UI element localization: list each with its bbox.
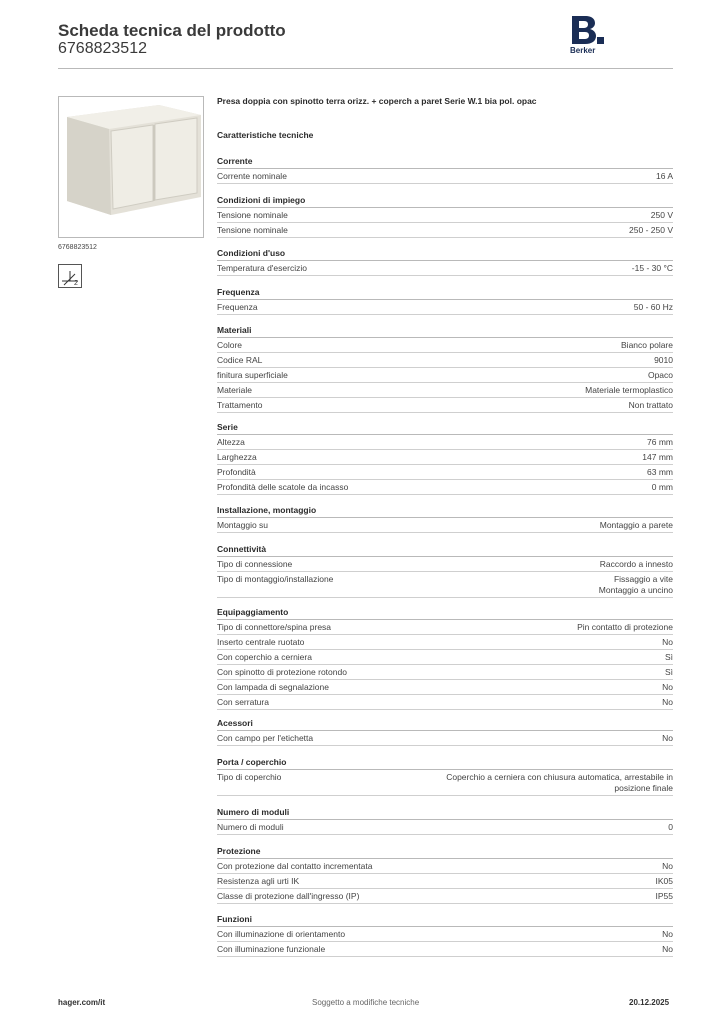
spec-row <box>217 169 673 184</box>
spec-value-line: No <box>662 682 673 692</box>
spec-label: Inserto centrale ruotato <box>217 637 305 647</box>
spec-value-line: Sì <box>664 667 673 677</box>
spec-value-line: Raccordo a innesto <box>599 559 673 569</box>
spec-group <box>217 154 673 184</box>
spec-value <box>656 171 673 182</box>
spec-group <box>217 193 673 238</box>
spec-value <box>648 370 673 381</box>
spec-label: Con lampada di segnalazione <box>217 682 329 692</box>
spec-value <box>662 733 673 744</box>
spec-label: Profondità <box>217 467 256 477</box>
spec-row <box>217 874 673 889</box>
spec-value <box>656 891 674 902</box>
spec-label: Profondità delle scatole da incasso <box>217 482 349 492</box>
spec-group-title: Condizioni di impiego <box>217 193 673 208</box>
spec-row <box>217 338 673 353</box>
spec-label: Classe di protezione dall'ingresso (IP) <box>217 891 360 901</box>
spec-row <box>217 572 673 598</box>
spec-value <box>629 400 673 411</box>
spec-label: Tipo di connessione <box>217 559 293 569</box>
spec-value-line: 16 A <box>655 171 673 181</box>
spec-value-line: Sì <box>664 652 673 662</box>
spec-group <box>217 716 673 746</box>
spec-row <box>217 770 673 796</box>
spec-value <box>585 385 673 396</box>
spec-row <box>217 695 673 710</box>
spec-value-line: Opaco <box>647 370 673 380</box>
spec-row <box>217 435 673 450</box>
spec-label: Con illuminazione funzionale <box>217 944 326 954</box>
spec-row <box>217 480 673 495</box>
spec-value <box>668 822 673 833</box>
spec-value-line: Coperchio a cerniera con chiusura automatica, arrestabile in <box>446 772 673 782</box>
spec-value-line: No <box>662 861 673 871</box>
spec-row <box>217 557 673 572</box>
spec-value <box>600 520 673 531</box>
spec-group-title: Numero di moduli <box>217 805 673 820</box>
spec-group-title: Frequenza <box>217 285 673 300</box>
spec-group <box>217 323 673 413</box>
spec-value <box>647 437 673 448</box>
spec-value <box>652 482 673 493</box>
spec-value <box>656 876 674 887</box>
spec-value-line: No <box>662 697 673 707</box>
spec-row <box>217 635 673 650</box>
spec-value-line: 0 mm <box>651 482 673 492</box>
spec-group-title: Funzioni <box>217 912 673 927</box>
spec-row <box>217 665 673 680</box>
installation-symbol-icon <box>58 264 82 288</box>
spec-value <box>662 637 673 648</box>
spec-group-title: Corrente <box>217 154 673 169</box>
spec-value-line: IK05 <box>655 876 673 886</box>
spec-value <box>642 452 673 463</box>
spec-label: Larghezza <box>217 452 257 462</box>
image-caption-code: 6768823512 <box>58 244 97 251</box>
header-divider <box>58 68 673 69</box>
spec-group-title: Serie <box>217 420 673 435</box>
spec-value-line: Pin contatto di protezione <box>577 622 673 632</box>
spec-group <box>217 246 673 276</box>
spec-label: Tipo di montaggio/installazione <box>217 574 334 584</box>
spec-value-line: -15 - 30 °C <box>631 263 673 273</box>
spec-label: Frequenza <box>217 302 258 312</box>
page-header <box>58 20 673 70</box>
spec-value <box>665 667 673 678</box>
spec-row <box>217 731 673 746</box>
spec-value <box>634 302 673 313</box>
footer-date: 20.12.2025 <box>629 998 670 1007</box>
spec-value <box>654 355 673 366</box>
spec-row <box>217 261 673 276</box>
spec-value <box>629 225 673 236</box>
spec-group <box>217 420 673 495</box>
spec-value <box>662 861 673 872</box>
spec-row <box>217 300 673 315</box>
spec-row <box>217 208 673 223</box>
spec-value <box>600 559 673 570</box>
spec-group <box>217 805 673 835</box>
spec-value <box>577 622 673 633</box>
spec-value-line: IP55 <box>655 891 673 901</box>
spec-group-title: Porta / coperchio <box>217 755 673 770</box>
spec-row <box>217 398 673 413</box>
spec-value <box>662 697 673 708</box>
spec-value-line: 50 - 60 Hz <box>633 302 673 312</box>
spec-value-line: Bianco polare <box>621 340 673 350</box>
spec-value-line: 250 V <box>650 210 673 220</box>
spec-group <box>217 503 673 533</box>
spec-value <box>599 574 673 596</box>
footer-note: Soggetto a modifiche tecniche <box>312 998 420 1007</box>
section-title: Caratteristiche tecniche <box>217 130 314 140</box>
spec-group <box>217 605 673 710</box>
spec-group-title: Acessori <box>217 716 673 731</box>
spec-value-line: 147 mm <box>642 452 673 462</box>
spec-value-line: No <box>662 929 673 939</box>
svg-text:2: 2 <box>74 280 78 287</box>
spec-row <box>217 927 673 942</box>
spec-row <box>217 368 673 383</box>
spec-value <box>651 210 673 221</box>
product-code: 6768823512 <box>58 40 147 57</box>
spec-label: Con spinotto di protezione rotondo <box>217 667 347 677</box>
spec-value-line: 63 mm <box>647 467 673 477</box>
spec-label: Corrente nominale <box>217 171 287 181</box>
spec-group-title: Connettività <box>217 542 673 557</box>
spec-label: Colore <box>217 340 243 350</box>
spec-row <box>217 383 673 398</box>
spec-value-line: Materiale termoplastico <box>585 385 673 395</box>
spec-label: Materiale <box>217 385 252 395</box>
spec-group-title: Equipaggiamento <box>217 605 673 620</box>
spec-value-line: 9010 <box>654 355 673 365</box>
spec-value <box>665 652 673 663</box>
spec-value <box>662 682 673 693</box>
spec-row <box>217 518 673 533</box>
spec-label: Temperatura d'esercizio <box>217 263 307 273</box>
spec-label: finitura superficiale <box>217 370 288 380</box>
spec-group <box>217 912 673 957</box>
spec-row <box>217 859 673 874</box>
spec-label: Con coperchio a cerniera <box>217 652 312 662</box>
spec-label: Resistenza agli urti IK <box>217 876 300 886</box>
spec-value <box>662 929 673 940</box>
spec-row <box>217 650 673 665</box>
spec-value-line: posizione finale <box>614 783 673 793</box>
spec-value <box>662 944 673 955</box>
spec-value <box>632 263 673 274</box>
spec-label: Trattamento <box>217 400 263 410</box>
spec-value <box>446 772 673 794</box>
spec-value-line: No <box>662 944 673 954</box>
spec-label: Con campo per l'etichetta <box>217 733 314 743</box>
spec-label: Tensione nominale <box>217 225 288 235</box>
spec-value-line: No <box>662 637 673 647</box>
spec-row <box>217 620 673 635</box>
spec-row <box>217 465 673 480</box>
spec-label: Codice RAL <box>217 355 263 365</box>
spec-value-line: Non trattato <box>628 400 673 410</box>
spec-label: Tensione nominale <box>217 210 288 220</box>
spec-value-line: 76 mm <box>647 437 673 447</box>
spec-value-line: No <box>662 733 673 743</box>
spec-row <box>217 820 673 835</box>
spec-label: Con illuminazione di orientamento <box>217 929 346 939</box>
spec-label: Tipo di connettore/spina presa <box>217 622 332 632</box>
product-description: Presa doppia con spinotto terra orizz. + coperch a paret Serie W.1 bia pol. opac <box>217 96 537 106</box>
spec-group-title: Condizioni d'uso <box>217 246 673 261</box>
spec-group-title: Installazione, montaggio <box>217 503 673 518</box>
page-title: Scheda tecnica del prodotto <box>58 21 286 40</box>
spec-label: Con serratura <box>217 697 269 707</box>
spec-value-line: 250 - 250 V <box>629 225 673 235</box>
spec-label: Numero di moduli <box>217 822 284 832</box>
spec-row <box>217 450 673 465</box>
spec-group <box>217 285 673 315</box>
spec-group-title: Protezione <box>217 844 673 859</box>
spec-row <box>217 680 673 695</box>
spec-value-line: Fissaggio a vite <box>613 574 673 584</box>
spec-group <box>217 755 673 796</box>
spec-value-line: Montaggio a uncino <box>598 585 673 595</box>
spec-group <box>217 844 673 904</box>
spec-row <box>217 942 673 957</box>
spec-group-title: Materiali <box>217 323 673 338</box>
spec-row <box>217 223 673 238</box>
spec-value-line: 0 <box>668 822 673 832</box>
spec-label: Altezza <box>217 437 245 447</box>
spec-group <box>217 542 673 598</box>
spec-row <box>217 889 673 904</box>
product-image <box>58 96 204 238</box>
spec-value <box>621 340 673 351</box>
spec-label: Con protezione dal contatto incrementata <box>217 861 373 871</box>
spec-label: Montaggio su <box>217 520 269 530</box>
spec-row <box>217 353 673 368</box>
spec-value-line: Montaggio a parete <box>599 520 673 530</box>
spec-label: Tipo di coperchio <box>217 772 282 782</box>
logo-text: Berker <box>570 46 596 55</box>
spec-value <box>647 467 673 478</box>
footer-website: hager.com/it <box>58 998 106 1007</box>
